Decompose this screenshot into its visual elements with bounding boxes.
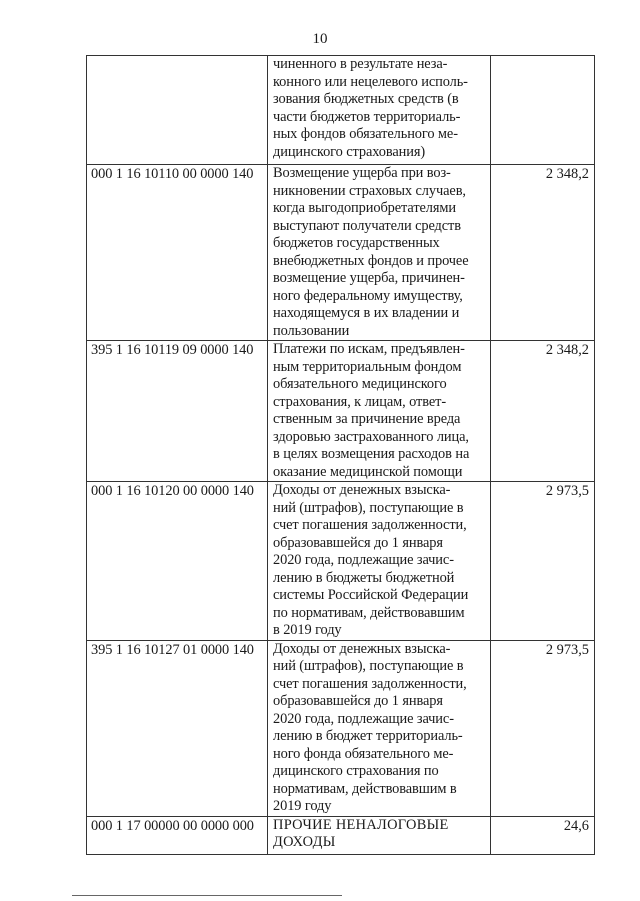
revenue-name-line: лению в бюджет территориаль- [273,728,463,744]
revenue-name-line: находящемуся в их владении и [273,305,460,321]
amount-cell: 2 348,2 [491,165,595,341]
amount-cell: 2 348,2 [491,341,595,482]
revenue-name-line: выступают получатели средств [273,217,461,234]
revenue-name-line: ДОХОДЫ [273,834,336,850]
revenue-name-line: никновении страховых случаев, [273,182,466,199]
table-row [87,816,595,854]
revenue-name-cell [268,165,491,341]
budget-code-cell: 000 1 17 00000 00 0000 000 [87,816,268,854]
revenue-name-line: Доходы от денежных взыска- [273,640,451,657]
revenue-name-line: 2019 году [273,798,332,814]
revenue-name-line: по нормативам, действовавшим [273,604,465,621]
revenue-name-line: дицинского страхования) [273,143,426,160]
revenue-name-line: внебюджетных фондов и прочее [273,252,469,269]
revenue-name-line: конного или нецелевого исполь- [273,73,468,90]
revenue-name-line: дицинского страхования по [273,763,439,779]
revenue-name-line: в 2019 году [273,622,342,638]
revenue-name-line: образовавшейся до 1 января [273,693,443,709]
revenue-name-line: Доходы от денежных взыска- [273,482,451,498]
revenue-name-line: Возмещение ущерба при воз- [273,165,451,181]
budget-code-cell: 395 1 16 10127 01 0000 140 [87,640,268,816]
budget-code-cell: 395 1 16 10119 09 0000 140 [87,341,268,482]
footer-divider [72,895,342,896]
amount-cell [491,56,595,165]
revenue-name-cell [268,341,491,482]
revenue-name-line: оказание медицинской помощи [273,463,463,480]
revenue-name-line: ного фонда обязательного ме- [273,745,454,762]
revenue-name-line: ственным за причинение вреда [273,411,461,427]
revenue-name-line: пользовании [273,322,350,339]
revenue-name-line: счет погашения задолженности, [273,675,467,692]
revenue-name-cell [268,816,491,854]
revenue-name-line: ний (штрафов), поступающие в [273,658,464,674]
revenue-name-line: нормативам, действовавшим в [273,780,457,797]
revenue-name-line: счет погашения задолженности, [273,517,467,533]
revenue-name-line: возмещение ущерба, причинен- [273,270,465,286]
page-number: 10 [312,31,328,47]
revenue-name-line: лению в бюджеты бюджетной [273,569,455,586]
table-row [87,482,595,641]
revenue-name-line: Платежи по искам, предъявлен- [273,341,465,357]
revenue-name-line: ний (штрафов), поступающие в [273,499,464,516]
revenue-name-line: ным территориальным фондом [273,358,462,375]
table-body [87,56,595,855]
revenue-name-line: обязательного медицинского [273,376,447,392]
revenue-name-line: чиненного в результате неза- [273,56,448,72]
revenue-name-line: ного федеральному имуществу, [273,287,463,304]
revenue-name-cell [268,482,491,641]
revenue-name-line: ных фондов обязательного ме- [273,126,458,142]
table-row [87,640,595,816]
revenue-name-line: страхования, к лицам, ответ- [273,393,447,410]
amount-cell: 2 973,5 [491,640,595,816]
table-row [87,165,595,341]
budget-code-cell [87,56,268,165]
table-row [87,341,595,482]
revenue-name-line: зования бюджетных средств (в [273,91,459,107]
revenue-name-line: образовавшейся до 1 января [273,534,443,551]
revenue-name-line: системы Российской Федерации [273,587,469,603]
revenue-name-line: 2020 года, подлежащие зачис- [273,710,454,727]
revenue-name-line: ПРОЧИЕ НЕНАЛОГОВЫЕ [273,816,449,833]
revenue-name-line: когда выгодоприобретателями [273,200,457,216]
revenue-name-line: бюджетов государственных [273,235,440,251]
revenue-name-line: 2020 года, подлежащие зачис- [273,552,454,568]
revenue-name-cell [268,640,491,816]
revenue-name-line: части бюджетов территориаль- [273,108,461,125]
amount-cell: 24,6 [491,816,595,854]
revenue-name-cell [268,56,491,165]
budget-revenue-table [86,55,595,855]
budget-code-cell: 000 1 16 10110 00 0000 140 [87,165,268,341]
revenue-name-line: в целях возмещения расходов на [273,446,470,462]
amount-cell: 2 973,5 [491,482,595,641]
revenue-name-line: здоровью застрахованного лица, [273,428,469,445]
table-row [87,56,595,165]
budget-code-cell: 000 1 16 10120 00 0000 140 [87,482,268,641]
